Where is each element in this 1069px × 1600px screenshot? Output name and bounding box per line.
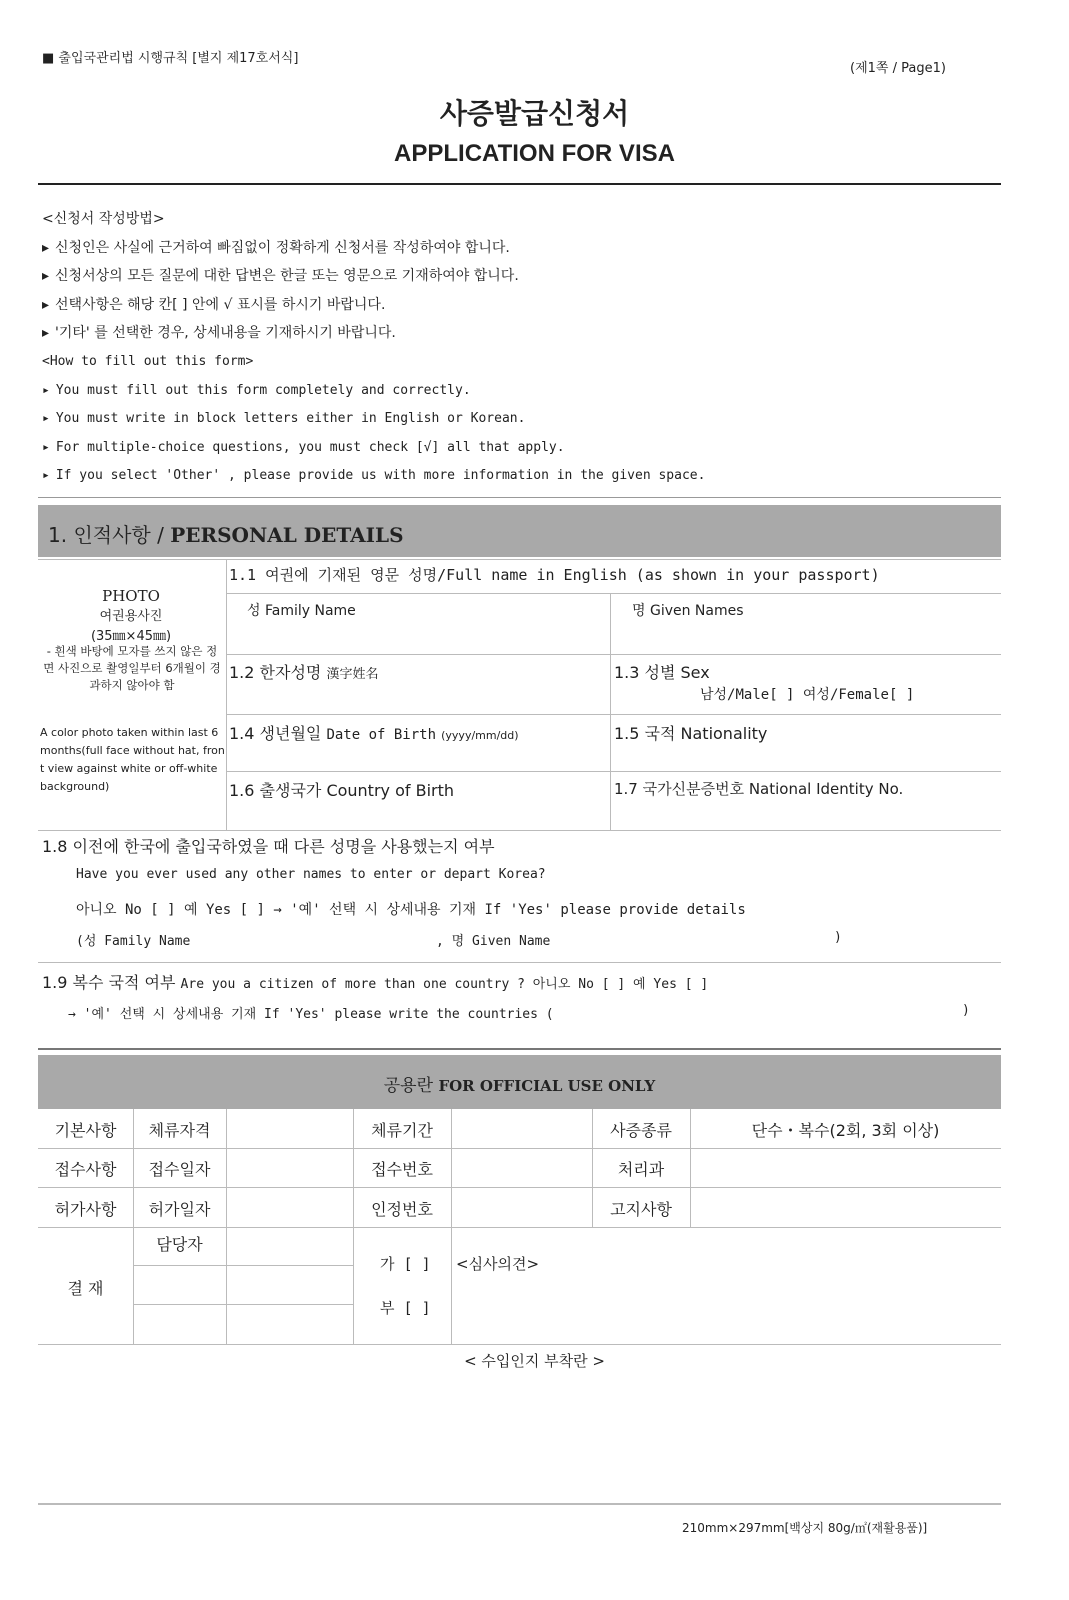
official-title-en: FOR OFFICIAL USE ONLY	[438, 1077, 656, 1095]
field-1-5-label: 1.5 국적 Nationality	[614, 724, 768, 743]
grid-line	[38, 830, 1001, 831]
photo-kr: 여권용사진	[99, 609, 163, 624]
grid-line	[451, 1109, 452, 1344]
grid-line	[353, 1109, 354, 1344]
official-cell: 기본사항	[54, 1121, 117, 1140]
section1-title-kr: 1. 인적사항 /	[48, 523, 171, 547]
instructions-kr-item: ▸ 선택사항은 해당 칸[ ] 안에 √ 표시를 하시기 바랍니다.	[42, 296, 386, 313]
official-header	[38, 1055, 1001, 1109]
title-english: APPLICATION FOR VISA	[394, 140, 675, 167]
official-title-kr: 공용란	[383, 1076, 434, 1096]
official-cell: 단수・복수(2회, 3회 이상)	[751, 1121, 940, 1140]
regulation-reference: ■ 출입국관리법 시행규칙 [별지 제17호서식]	[42, 51, 299, 66]
review-opinion-label: <심사의견>	[456, 1255, 540, 1273]
field-1-8-family: (성 Family Name	[76, 934, 191, 949]
field-1-8-question: Have you ever used any other names to enter or depart Korea?	[76, 867, 546, 882]
revenue-stamp-area: < 수입인지 부착란 >	[464, 1352, 605, 1370]
grid-line	[38, 1148, 1001, 1149]
reject-box: 부 [ ]	[380, 1299, 431, 1317]
grid-line	[38, 559, 1001, 560]
instructions-en-heading: <How to fill out this form>	[42, 353, 254, 369]
instructions-kr-heading: <신청서 작성방법>	[42, 211, 165, 227]
official-cell: 허가사항	[54, 1200, 117, 1219]
official-cell: 접수사항	[54, 1160, 117, 1179]
grid-line	[133, 1109, 134, 1344]
grid-line	[38, 962, 1001, 963]
grid-line	[38, 1344, 1001, 1345]
instructions-en-item: ▸ If you select 'Other' , please provide us with more information in the given space.	[42, 468, 706, 484]
instructions-kr-item: ▸ 신청서상의 모든 질문에 대한 답변은 한글 또는 영문으로 기재하여야 합니다.	[42, 268, 519, 285]
instructions-en-item: ▸ You must fill out this form completely and correctly.	[42, 382, 471, 398]
field-1-9-close: )	[962, 1003, 970, 1018]
official-cell: 접수일자	[148, 1160, 211, 1179]
official-cell: 처리과	[617, 1160, 665, 1179]
field-1-8-label: 1.8 이전에 한국에 출입국하였을 때 다른 성명을 사용했는지 여부	[42, 837, 495, 856]
official-cell: 체류기간	[371, 1121, 433, 1140]
field-1-8-options: 아니오 No [ ] 예 Yes [ ] → '예' 선택 시 상세내용 기재 If 'Yes' please provide details	[76, 902, 746, 918]
field-1-3-label: 1.3 성별 Sex	[614, 663, 710, 682]
grid-line	[226, 714, 1001, 715]
grid-line	[226, 593, 1001, 594]
field-1-1-label: 1.1 여권에 기재된 영문 성명/Full name in English (as shown in your passport)	[229, 566, 880, 584]
official-cell: 고지사항	[610, 1200, 672, 1219]
section1-header	[38, 505, 1001, 557]
field-1-4-label: 1.4 생년월일 Date of Birth (yyyy/mm/dd)	[229, 724, 519, 743]
grid-line	[38, 1187, 1001, 1188]
official-cell: 체류자격	[148, 1121, 211, 1140]
instructions-kr-item: ▸ 신청인은 사실에 근거하여 빠짐없이 정확하게 신청서를 작성하여야 합니다.	[42, 239, 510, 256]
officer-label: 담당자	[156, 1235, 203, 1254]
sex-options: 남성/Male[ ] 여성/Female[ ]	[700, 687, 915, 703]
field-1-8-given: , 명 Given Name	[436, 934, 551, 949]
title-divider	[38, 183, 1001, 185]
official-cell: 사증종류	[610, 1121, 672, 1140]
official-cell: 접수번호	[371, 1160, 433, 1179]
approval-label: 결 재	[67, 1279, 104, 1298]
section1-title-en: PERSONAL DETAILS	[170, 523, 404, 547]
photo-note-en: A color photo taken within last 6 months(full face without hat, front view against white or off-white background)	[40, 726, 225, 793]
divider	[38, 497, 1001, 498]
grid-line	[38, 1227, 1001, 1228]
instructions-en-item: ▸ For multiple-choice questions, you must check [√] all that apply.	[42, 439, 565, 455]
grid-line	[226, 1109, 227, 1344]
grid-line	[226, 654, 1001, 655]
instructions-kr-item: ▸ '기타' 를 선택한 경우, 상세내용을 기재하시기 바랍니다.	[42, 325, 396, 342]
photo-size: (35㎜×45㎜)	[90, 629, 172, 644]
official-cell: 인정번호	[371, 1200, 433, 1219]
field-1-9-detail: → '예' 선택 시 상세내용 기재 If 'Yes' please write the countries (	[68, 1007, 554, 1022]
paper-spec: 210mm×297mm[백상지 80g/㎡(재활용품)]	[682, 1521, 928, 1535]
approve-box: 가 [ ]	[380, 1255, 431, 1273]
grid-line	[226, 771, 1001, 772]
field-1-6-label: 1.6 출생국가 Country of Birth	[229, 781, 455, 800]
given-names-label: 명 Given Names	[632, 603, 744, 619]
field-1-2-label: 1.2 한자성명 漢字姓名	[229, 663, 379, 682]
grid-line	[133, 1265, 353, 1266]
grid-line	[226, 559, 227, 830]
photo-label: PHOTO	[102, 587, 160, 605]
grid-line	[610, 593, 611, 830]
title-korean: 사증발급신청서	[439, 97, 630, 130]
field-1-9-label: 1.9 복수 국적 여부 Are you a citizen of more than one country ? 아니오 No [ ] 예 Yes [ ]	[42, 973, 709, 992]
footer-divider	[38, 1503, 1001, 1505]
instructions	[42, 205, 705, 491]
official-cell: 허가일자	[148, 1200, 211, 1219]
grid-line	[133, 1304, 353, 1305]
field-1-7-label: 1.7 국가신분증번호 National Identity No.	[614, 780, 904, 798]
divider	[38, 1048, 1001, 1050]
family-name-label: 성 Family Name	[247, 603, 356, 619]
instructions-en-item: ▸ You must write in block letters either in English or Korean.	[42, 411, 526, 427]
photo-note-kr: - 흰색 바탕에 모자를 쓰지 않은 정면 사진으로 촬영일부터 6개월이 경과하지 않아야 함	[43, 644, 221, 692]
page-label: (제1쪽 / Page1)	[850, 61, 946, 76]
field-1-8-close: )	[834, 930, 842, 945]
